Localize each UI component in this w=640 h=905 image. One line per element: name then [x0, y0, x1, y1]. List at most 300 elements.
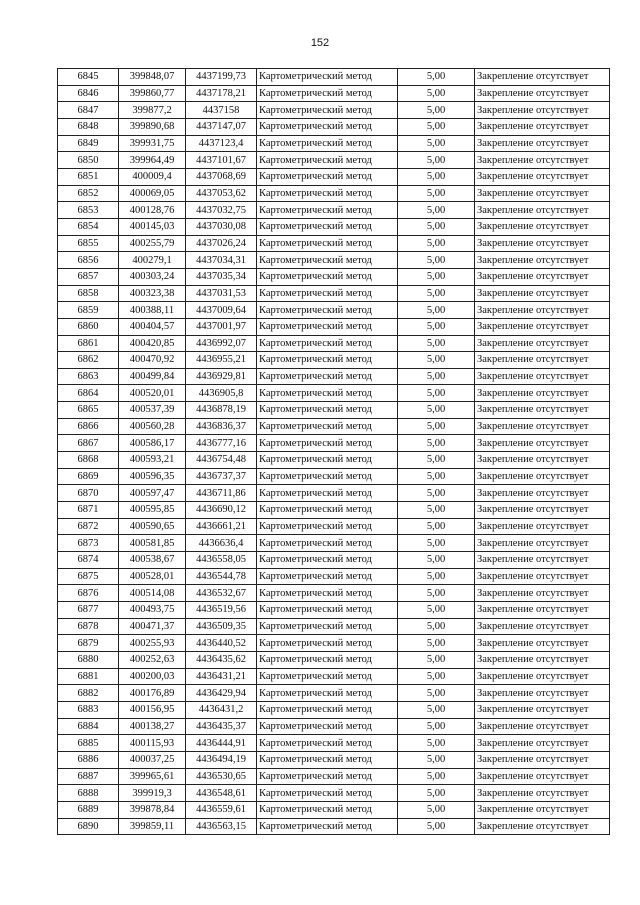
- cell-fixation: Закрепление отсутствует: [475, 668, 610, 685]
- cell-fixation: Закрепление отсутствует: [475, 335, 610, 352]
- cell-method: Картометрический метод: [257, 252, 398, 269]
- cell-method: Картометрический метод: [257, 135, 398, 152]
- table-row: [58, 635, 610, 652]
- table-row: [58, 135, 610, 152]
- cell-fixation: Закрепление отсутствует: [475, 701, 610, 718]
- cell-coord-y: 4437178,21: [186, 85, 257, 102]
- cell-point-number: 6870: [58, 485, 119, 502]
- cell-coord-x: 400404,57: [119, 318, 186, 335]
- cell-coord-x: 400590,65: [119, 518, 186, 535]
- cell-accuracy: 5,00: [398, 718, 475, 735]
- cell-point-number: 6845: [58, 69, 119, 86]
- table-row: [58, 368, 610, 385]
- cell-accuracy: 5,00: [398, 268, 475, 285]
- cell-point-number: 6882: [58, 685, 119, 702]
- cell-point-number: 6887: [58, 768, 119, 785]
- table-row: [58, 602, 610, 619]
- cell-coord-x: 400470,92: [119, 352, 186, 369]
- table-row: [58, 651, 610, 668]
- cell-coord-y: 4436530,65: [186, 768, 257, 785]
- table-row: [58, 701, 610, 718]
- table-row: [58, 102, 610, 119]
- cell-method: Картометрический метод: [257, 435, 398, 452]
- table-row: [58, 268, 610, 285]
- cell-fixation: Закрепление отсутствует: [475, 568, 610, 585]
- cell-coord-y: 4437030,08: [186, 218, 257, 235]
- cell-fixation: Закрепление отсутствует: [475, 69, 610, 86]
- cell-coord-x: 400069,05: [119, 185, 186, 202]
- cell-coord-x: 399860,77: [119, 85, 186, 102]
- cell-method: Картометрический метод: [257, 185, 398, 202]
- cell-fixation: Закрепление отсутствует: [475, 135, 610, 152]
- cell-coord-y: 4437147,07: [186, 118, 257, 135]
- cell-coord-y: 4436509,35: [186, 618, 257, 635]
- cell-point-number: 6879: [58, 635, 119, 652]
- cell-method: Картометрический метод: [257, 385, 398, 402]
- cell-method: Картометрический метод: [257, 352, 398, 369]
- cell-method: Картометрический метод: [257, 418, 398, 435]
- cell-fixation: Закрепление отсутствует: [475, 102, 610, 119]
- cell-accuracy: 5,00: [398, 552, 475, 569]
- cell-coord-x: 399890,68: [119, 118, 186, 135]
- cell-coord-x: 400138,27: [119, 718, 186, 735]
- cell-coord-x: 400593,21: [119, 452, 186, 469]
- cell-accuracy: 5,00: [398, 402, 475, 419]
- cell-coord-x: 400471,37: [119, 618, 186, 635]
- cell-method: Картометрический метод: [257, 302, 398, 319]
- cell-accuracy: 5,00: [398, 102, 475, 119]
- cell-coord-x: 400528,01: [119, 568, 186, 585]
- cell-point-number: 6876: [58, 585, 119, 602]
- cell-coord-y: 4436429,94: [186, 685, 257, 702]
- cell-coord-x: 400252,63: [119, 651, 186, 668]
- cell-coord-x: 400581,85: [119, 535, 186, 552]
- cell-method: Картометрический метод: [257, 368, 398, 385]
- cell-fixation: Закрепление отсутствует: [475, 751, 610, 768]
- cell-accuracy: 5,00: [398, 618, 475, 635]
- cell-point-number: 6863: [58, 368, 119, 385]
- cell-coord-y: 4436661,21: [186, 518, 257, 535]
- cell-coord-y: 4436992,07: [186, 335, 257, 352]
- cell-coord-y: 4436431,21: [186, 668, 257, 685]
- cell-coord-y: 4436737,37: [186, 468, 257, 485]
- cell-point-number: 6852: [58, 185, 119, 202]
- cell-coord-y: 4437199,73: [186, 69, 257, 86]
- cell-fixation: Закрепление отсутствует: [475, 801, 610, 818]
- cell-accuracy: 5,00: [398, 69, 475, 86]
- cell-fixation: Закрепление отсутствует: [475, 735, 610, 752]
- cell-coord-y: 4436905,8: [186, 385, 257, 402]
- cell-coord-x: 400176,89: [119, 685, 186, 702]
- cell-method: Картометрический метод: [257, 651, 398, 668]
- cell-point-number: 6857: [58, 268, 119, 285]
- cell-coord-y: 4437032,75: [186, 202, 257, 219]
- cell-coord-y: 4436690,12: [186, 502, 257, 519]
- cell-method: Картометрический метод: [257, 785, 398, 802]
- cell-fixation: Закрепление отсутствует: [475, 635, 610, 652]
- cell-point-number: 6884: [58, 718, 119, 735]
- cell-accuracy: 5,00: [398, 152, 475, 169]
- cell-coord-y: 4436548,61: [186, 785, 257, 802]
- cell-coord-x: 400255,79: [119, 235, 186, 252]
- cell-fixation: Закрепление отсутствует: [475, 452, 610, 469]
- cell-method: Картометрический метод: [257, 85, 398, 102]
- cell-coord-x: 400037,25: [119, 751, 186, 768]
- cell-accuracy: 5,00: [398, 735, 475, 752]
- cell-fixation: Закрепление отсутствует: [475, 718, 610, 735]
- cell-fixation: Закрепление отсутствует: [475, 352, 610, 369]
- cell-accuracy: 5,00: [398, 285, 475, 302]
- cell-coord-x: 399919,3: [119, 785, 186, 802]
- cell-fixation: Закрепление отсутствует: [475, 418, 610, 435]
- cell-fixation: Закрепление отсутствует: [475, 252, 610, 269]
- cell-accuracy: 5,00: [398, 701, 475, 718]
- table-row: [58, 69, 610, 86]
- cell-fixation: Закрепление отсутствует: [475, 585, 610, 602]
- cell-method: Картометрический метод: [257, 318, 398, 335]
- cell-fixation: Закрепление отсутствует: [475, 685, 610, 702]
- cell-coord-x: 400009,4: [119, 168, 186, 185]
- cell-point-number: 6860: [58, 318, 119, 335]
- table-row: [58, 535, 610, 552]
- cell-method: Картометрический метод: [257, 285, 398, 302]
- table-row: [58, 585, 610, 602]
- table-row: [58, 568, 610, 585]
- cell-accuracy: 5,00: [398, 368, 475, 385]
- table-row: [58, 418, 610, 435]
- cell-coord-y: 4436532,67: [186, 585, 257, 602]
- cell-fixation: Закрепление отсутствует: [475, 818, 610, 835]
- cell-coord-x: 400156,95: [119, 701, 186, 718]
- cell-fixation: Закрепление отсутствует: [475, 218, 610, 235]
- cell-point-number: 6859: [58, 302, 119, 319]
- cell-point-number: 6866: [58, 418, 119, 435]
- cell-accuracy: 5,00: [398, 335, 475, 352]
- cell-fixation: Закрепление отсутствует: [475, 118, 610, 135]
- cell-method: Картометрический метод: [257, 735, 398, 752]
- cell-coord-y: 4437101,67: [186, 152, 257, 169]
- cell-fixation: Закрепление отсутствует: [475, 602, 610, 619]
- cell-coord-y: 4436711,86: [186, 485, 257, 502]
- cell-coord-x: 400255,93: [119, 635, 186, 652]
- cell-point-number: 6880: [58, 651, 119, 668]
- cell-method: Картометрический метод: [257, 202, 398, 219]
- cell-coord-x: 400537,39: [119, 402, 186, 419]
- cell-coord-y: 4437001,97: [186, 318, 257, 335]
- cell-point-number: 6853: [58, 202, 119, 219]
- cell-coord-y: 4436777,16: [186, 435, 257, 452]
- cell-coord-y: 4436754,48: [186, 452, 257, 469]
- table-row: [58, 85, 610, 102]
- cell-accuracy: 5,00: [398, 785, 475, 802]
- cell-method: Картометрический метод: [257, 685, 398, 702]
- cell-method: Картометрический метод: [257, 518, 398, 535]
- cell-fixation: Закрепление отсутствует: [475, 535, 610, 552]
- cell-point-number: 6856: [58, 252, 119, 269]
- table-row: [58, 302, 610, 319]
- cell-fixation: Закрепление отсутствует: [475, 785, 610, 802]
- table-row: [58, 618, 610, 635]
- cell-point-number: 6881: [58, 668, 119, 685]
- cell-point-number: 6858: [58, 285, 119, 302]
- cell-coord-x: 400586,17: [119, 435, 186, 452]
- cell-coord-y: 4436836,37: [186, 418, 257, 435]
- cell-coord-x: 400279,1: [119, 252, 186, 269]
- cell-fixation: Закрепление отсутствует: [475, 502, 610, 519]
- cell-method: Картометрический метод: [257, 535, 398, 552]
- cell-point-number: 6867: [58, 435, 119, 452]
- cell-accuracy: 5,00: [398, 801, 475, 818]
- cell-accuracy: 5,00: [398, 235, 475, 252]
- cell-accuracy: 5,00: [398, 135, 475, 152]
- cell-accuracy: 5,00: [398, 418, 475, 435]
- cell-point-number: 6850: [58, 152, 119, 169]
- cell-fixation: Закрепление отсутствует: [475, 768, 610, 785]
- cell-coord-x: 399859,11: [119, 818, 186, 835]
- cell-coord-y: 4437034,31: [186, 252, 257, 269]
- cell-point-number: 6849: [58, 135, 119, 152]
- cell-accuracy: 5,00: [398, 818, 475, 835]
- cell-coord-y: 4436563,15: [186, 818, 257, 835]
- cell-accuracy: 5,00: [398, 202, 475, 219]
- cell-method: Картометрический метод: [257, 235, 398, 252]
- cell-accuracy: 5,00: [398, 568, 475, 585]
- table-row: [58, 118, 610, 135]
- cell-coord-x: 400595,85: [119, 502, 186, 519]
- cell-point-number: 6883: [58, 701, 119, 718]
- cell-method: Картометрический метод: [257, 152, 398, 169]
- cell-coord-x: 400145,03: [119, 218, 186, 235]
- cell-fixation: Закрепление отсутствует: [475, 202, 610, 219]
- cell-fixation: Закрепление отсутствует: [475, 185, 610, 202]
- cell-point-number: 6872: [58, 518, 119, 535]
- cell-coord-x: 400597,47: [119, 485, 186, 502]
- cell-coord-x: 400388,11: [119, 302, 186, 319]
- cell-point-number: 6862: [58, 352, 119, 369]
- cell-point-number: 6889: [58, 801, 119, 818]
- cell-accuracy: 5,00: [398, 668, 475, 685]
- cell-method: Картометрический метод: [257, 452, 398, 469]
- cell-fixation: Закрепление отсутствует: [475, 318, 610, 335]
- cell-accuracy: 5,00: [398, 452, 475, 469]
- cell-fixation: Закрепление отсутствует: [475, 235, 610, 252]
- cell-method: Картометрический метод: [257, 568, 398, 585]
- cell-point-number: 6888: [58, 785, 119, 802]
- table-row: [58, 335, 610, 352]
- cell-coord-x: 400514,08: [119, 585, 186, 602]
- table-row: [58, 452, 610, 469]
- cell-point-number: 6855: [58, 235, 119, 252]
- cell-coord-y: 4436636,4: [186, 535, 257, 552]
- cell-point-number: 6854: [58, 218, 119, 235]
- cell-fixation: Закрепление отсутствует: [475, 618, 610, 635]
- cell-accuracy: 5,00: [398, 168, 475, 185]
- table-row: [58, 785, 610, 802]
- cell-coord-x: 400560,28: [119, 418, 186, 435]
- table-row: [58, 768, 610, 785]
- cell-fixation: Закрепление отсутствует: [475, 368, 610, 385]
- page-number: 152: [310, 37, 330, 49]
- cell-method: Картометрический метод: [257, 402, 398, 419]
- cell-point-number: 6885: [58, 735, 119, 752]
- cell-coord-y: 4436559,61: [186, 801, 257, 818]
- table-row: [58, 285, 610, 302]
- cell-point-number: 6875: [58, 568, 119, 585]
- cell-method: Картометрический метод: [257, 768, 398, 785]
- cell-accuracy: 5,00: [398, 118, 475, 135]
- table-row: [58, 518, 610, 535]
- cell-fixation: Закрепление отсутствует: [475, 302, 610, 319]
- coordinates-table: [57, 68, 610, 835]
- cell-accuracy: 5,00: [398, 502, 475, 519]
- cell-coord-x: 400115,93: [119, 735, 186, 752]
- cell-coord-x: 400128,76: [119, 202, 186, 219]
- cell-method: Картометрический метод: [257, 69, 398, 86]
- cell-accuracy: 5,00: [398, 602, 475, 619]
- table-row: [58, 402, 610, 419]
- table-row: [58, 552, 610, 569]
- cell-method: Картометрический метод: [257, 335, 398, 352]
- cell-point-number: 6878: [58, 618, 119, 635]
- cell-coord-x: 400596,35: [119, 468, 186, 485]
- cell-fixation: Закрепление отсутствует: [475, 435, 610, 452]
- cell-coord-x: 400499,84: [119, 368, 186, 385]
- cell-fixation: Закрепление отсутствует: [475, 485, 610, 502]
- cell-coord-y: 4437026,24: [186, 235, 257, 252]
- cell-coord-y: 4437123,4: [186, 135, 257, 152]
- cell-method: Картометрический метод: [257, 168, 398, 185]
- table-row: [58, 152, 610, 169]
- cell-fixation: Закрепление отсутствует: [475, 85, 610, 102]
- cell-coord-y: 4436444,91: [186, 735, 257, 752]
- cell-point-number: 6847: [58, 102, 119, 119]
- cell-accuracy: 5,00: [398, 518, 475, 535]
- cell-method: Картометрический метод: [257, 668, 398, 685]
- cell-point-number: 6874: [58, 552, 119, 569]
- cell-accuracy: 5,00: [398, 352, 475, 369]
- cell-method: Картометрический метод: [257, 102, 398, 119]
- cell-fixation: Закрепление отсутствует: [475, 651, 610, 668]
- table-row: [58, 435, 610, 452]
- cell-coord-y: 4437068,69: [186, 168, 257, 185]
- cell-fixation: Закрепление отсутствует: [475, 552, 610, 569]
- cell-point-number: 6869: [58, 468, 119, 485]
- cell-coord-x: 399848,07: [119, 69, 186, 86]
- cell-method: Картометрический метод: [257, 552, 398, 569]
- cell-method: Картометрический метод: [257, 801, 398, 818]
- cell-coord-y: 4437158: [186, 102, 257, 119]
- cell-coord-x: 399965,61: [119, 768, 186, 785]
- cell-point-number: 6873: [58, 535, 119, 552]
- cell-coord-x: 400493,75: [119, 602, 186, 619]
- table-row: [58, 818, 610, 835]
- cell-coord-x: 399964,49: [119, 152, 186, 169]
- table-row: [58, 751, 610, 768]
- cell-coord-y: 4436440,52: [186, 635, 257, 652]
- cell-coord-y: 4436519,56: [186, 602, 257, 619]
- cell-accuracy: 5,00: [398, 585, 475, 602]
- table-body: [58, 69, 610, 835]
- cell-method: Картометрический метод: [257, 218, 398, 235]
- cell-method: Картометрический метод: [257, 485, 398, 502]
- table-row: [58, 735, 610, 752]
- table-row: [58, 185, 610, 202]
- cell-accuracy: 5,00: [398, 185, 475, 202]
- cell-method: Картометрический метод: [257, 268, 398, 285]
- cell-coord-x: 400520,01: [119, 385, 186, 402]
- cell-accuracy: 5,00: [398, 751, 475, 768]
- cell-method: Картометрический метод: [257, 701, 398, 718]
- cell-coord-y: 4436878,19: [186, 402, 257, 419]
- cell-point-number: 6864: [58, 385, 119, 402]
- cell-fixation: Закрепление отсутствует: [475, 268, 610, 285]
- table-row: [58, 202, 610, 219]
- cell-method: Картометрический метод: [257, 468, 398, 485]
- table-row: [58, 252, 610, 269]
- cell-accuracy: 5,00: [398, 651, 475, 668]
- cell-point-number: 6886: [58, 751, 119, 768]
- cell-method: Картометрический метод: [257, 118, 398, 135]
- table-row: [58, 218, 610, 235]
- cell-method: Картометрический метод: [257, 618, 398, 635]
- table-row: [58, 685, 610, 702]
- cell-coord-x: 399877,2: [119, 102, 186, 119]
- table-row: [58, 485, 610, 502]
- table-row: [58, 318, 610, 335]
- cell-method: Картометрический метод: [257, 751, 398, 768]
- table-row: [58, 502, 610, 519]
- cell-coord-x: 399878,84: [119, 801, 186, 818]
- cell-fixation: Закрепление отсутствует: [475, 168, 610, 185]
- cell-accuracy: 5,00: [398, 385, 475, 402]
- cell-method: Картометрический метод: [257, 585, 398, 602]
- cell-point-number: 6865: [58, 402, 119, 419]
- cell-point-number: 6861: [58, 335, 119, 352]
- table-row: [58, 668, 610, 685]
- cell-coord-y: 4437009,64: [186, 302, 257, 319]
- cell-method: Картометрический метод: [257, 635, 398, 652]
- cell-fixation: Закрепление отсутствует: [475, 468, 610, 485]
- cell-coord-y: 4436435,62: [186, 651, 257, 668]
- cell-accuracy: 5,00: [398, 218, 475, 235]
- cell-coord-y: 4437031,53: [186, 285, 257, 302]
- cell-accuracy: 5,00: [398, 252, 475, 269]
- cell-fixation: Закрепление отсутствует: [475, 152, 610, 169]
- table-row: [58, 718, 610, 735]
- table-row: [58, 352, 610, 369]
- cell-accuracy: 5,00: [398, 302, 475, 319]
- cell-accuracy: 5,00: [398, 435, 475, 452]
- table-row: [58, 801, 610, 818]
- cell-accuracy: 5,00: [398, 535, 475, 552]
- cell-coord-x: 400200,03: [119, 668, 186, 685]
- cell-point-number: 6848: [58, 118, 119, 135]
- cell-fixation: Закрепление отсутствует: [475, 285, 610, 302]
- table-row: [58, 385, 610, 402]
- cell-method: Картометрический метод: [257, 602, 398, 619]
- cell-accuracy: 5,00: [398, 768, 475, 785]
- cell-coord-x: 399931,75: [119, 135, 186, 152]
- cell-point-number: 6877: [58, 602, 119, 619]
- cell-method: Картометрический метод: [257, 818, 398, 835]
- cell-coord-y: 4436431,2: [186, 701, 257, 718]
- cell-point-number: 6846: [58, 85, 119, 102]
- cell-fixation: Закрепление отсутствует: [475, 402, 610, 419]
- cell-coord-y: 4436955,21: [186, 352, 257, 369]
- cell-fixation: Закрепление отсутствует: [475, 518, 610, 535]
- cell-coord-y: 4436558,05: [186, 552, 257, 569]
- cell-coord-y: 4436435,37: [186, 718, 257, 735]
